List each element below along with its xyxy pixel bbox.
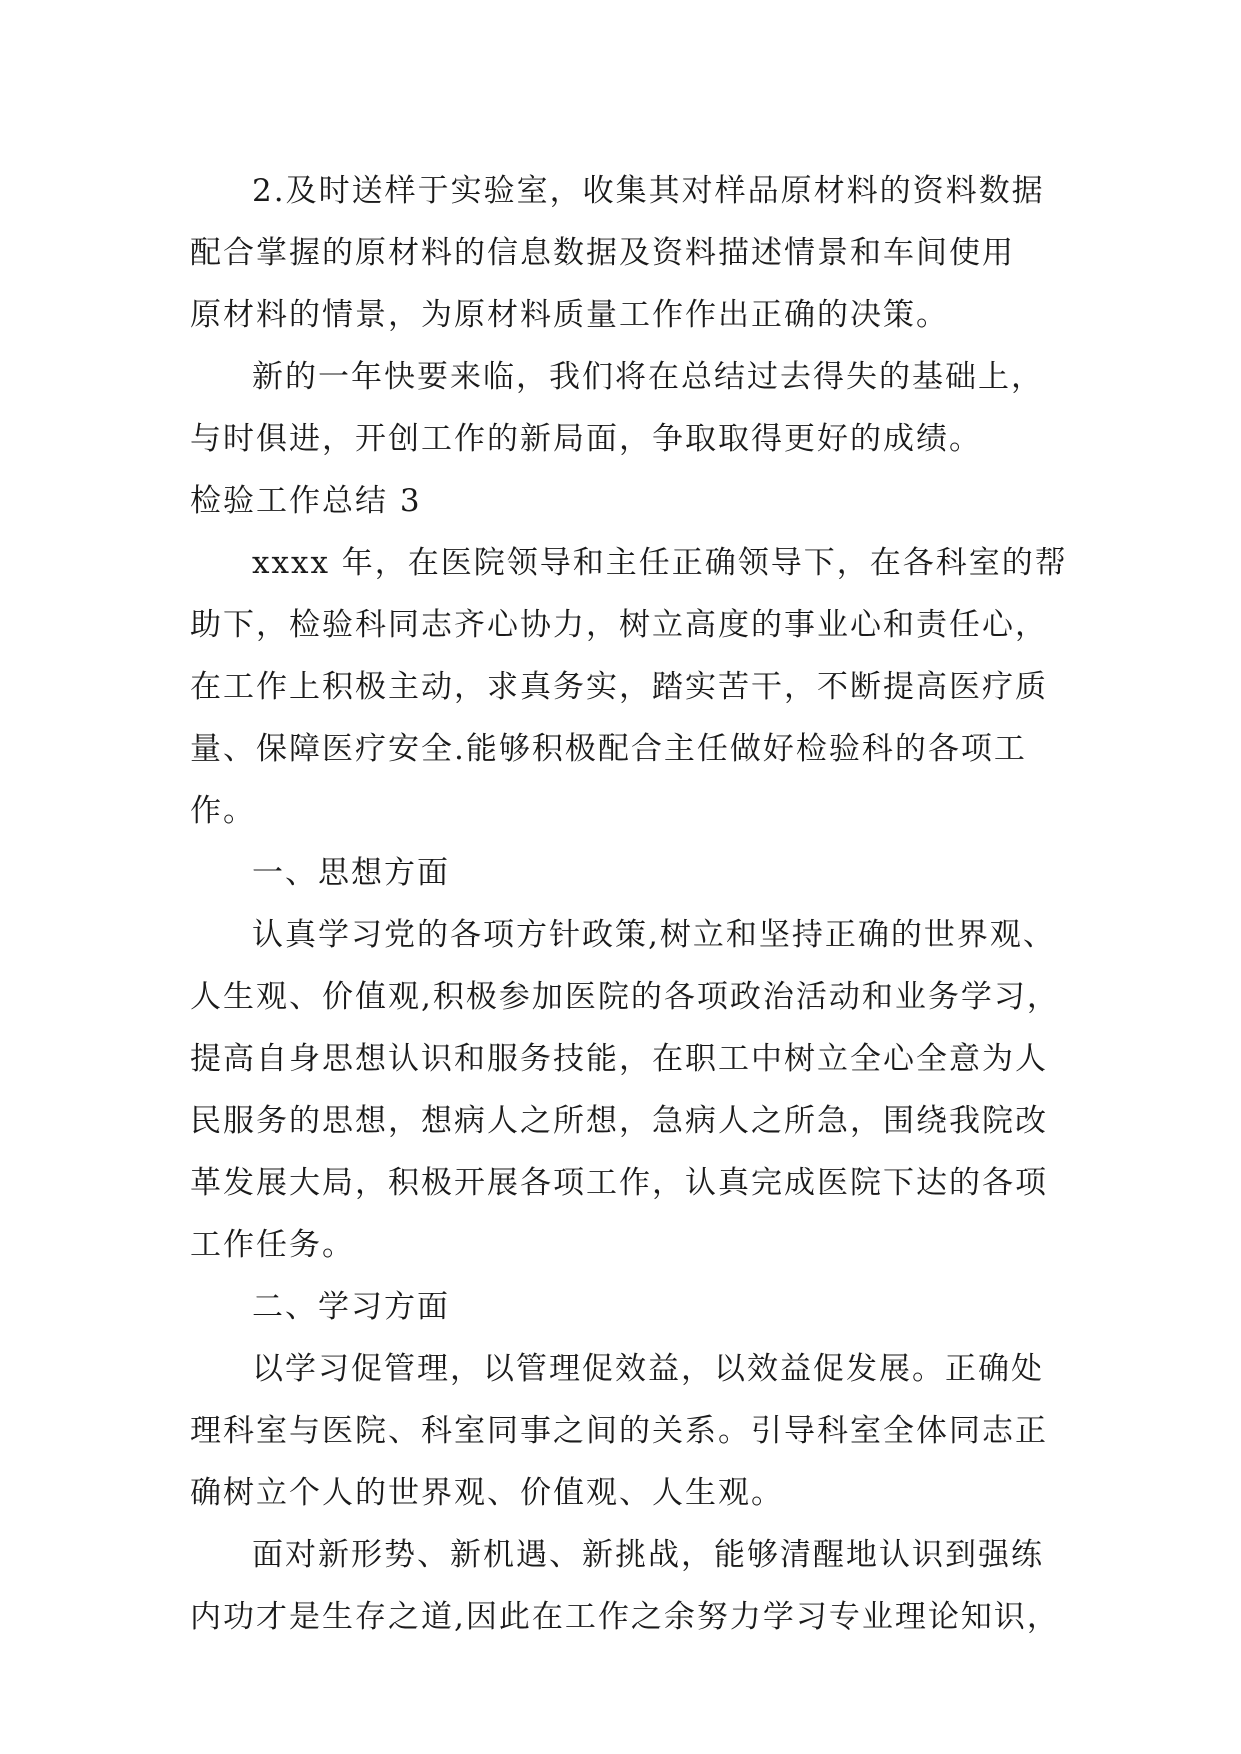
text-line: 以学习促管理，以管理促效益，以效益促发展。正确处 [252,1351,1044,1387]
subsection-heading-thought [190,842,1060,904]
paragraph-study [190,1338,1060,1524]
text-line: 量、保障医疗安全.能够积极配合主任做好检验科的各项工 [190,731,1027,767]
text-line: 认真学习党的各项方针政策,树立和坚持正确的世界观、 [252,917,1056,953]
document-body [190,160,1068,1648]
text-line: 助下，检验科同志齐心协力，树立高度的事业心和责任心， [190,607,1048,643]
paragraph-new-year [190,346,1060,470]
text-line: 民服务的思想，想病人之所想，急病人之所急，围绕我院改 [190,1103,1048,1139]
text-line: 在工作上积极主动，求真务实，踏实苦干，不断提高医疗质 [190,669,1048,705]
text-line: 理科室与医院、科室同事之间的关系。引导科室全体同志正 [190,1413,1048,1449]
text-line: 人生观、价值观,积极参加医院的各项政治活动和业务学习， [190,979,1060,1015]
text-line: 与时俱进，开创工作的新局面，争取取得更好的成绩。 [190,421,982,457]
text-line: xxxx 年，在医院领导和主任正确领导下，在各科室的帮 [252,545,1068,581]
text-line: 革发展大局，积极开展各项工作，认真完成医院下达的各项 [190,1165,1048,1201]
text-line: 作。 [190,793,256,829]
heading-text: 一、思想方面 [252,855,450,891]
paragraph-sample-submission [190,160,1060,346]
text-line: 原材料的情景，为原材料质量工作作出正确的决策。 [190,297,949,333]
section-title [190,470,1060,532]
paragraph-intro [190,532,1068,842]
text-line: 新的一年快要来临，我们将在总结过去得失的基础上， [252,359,1044,395]
paragraph-thought [190,904,1060,1276]
text-line: 提高自身思想认识和服务技能，在职工中树立全心全意为人 [190,1041,1048,1077]
text-line: 配合掌握的原材料的信息数据及资料描述情景和车间使用 [190,235,1015,271]
paragraph-challenges [190,1524,1060,1648]
subsection-heading-study [190,1276,1060,1338]
title-text: 检验工作总结 3 [190,483,422,519]
heading-text: 二、学习方面 [252,1289,450,1325]
text-line: 2.及时送样于实验室，收集其对样品原材料的资料数据 [252,173,1045,209]
text-line: 面对新形势、新机遇、新挑战，能够清醒地认识到强练 [252,1537,1044,1573]
text-line: 工作任务。 [190,1227,355,1263]
text-line: 内功才是生存之道,因此在工作之余努力学习专业理论知识， [190,1599,1060,1635]
text-line: 确树立个人的世界观、价值观、人生观。 [190,1475,784,1511]
